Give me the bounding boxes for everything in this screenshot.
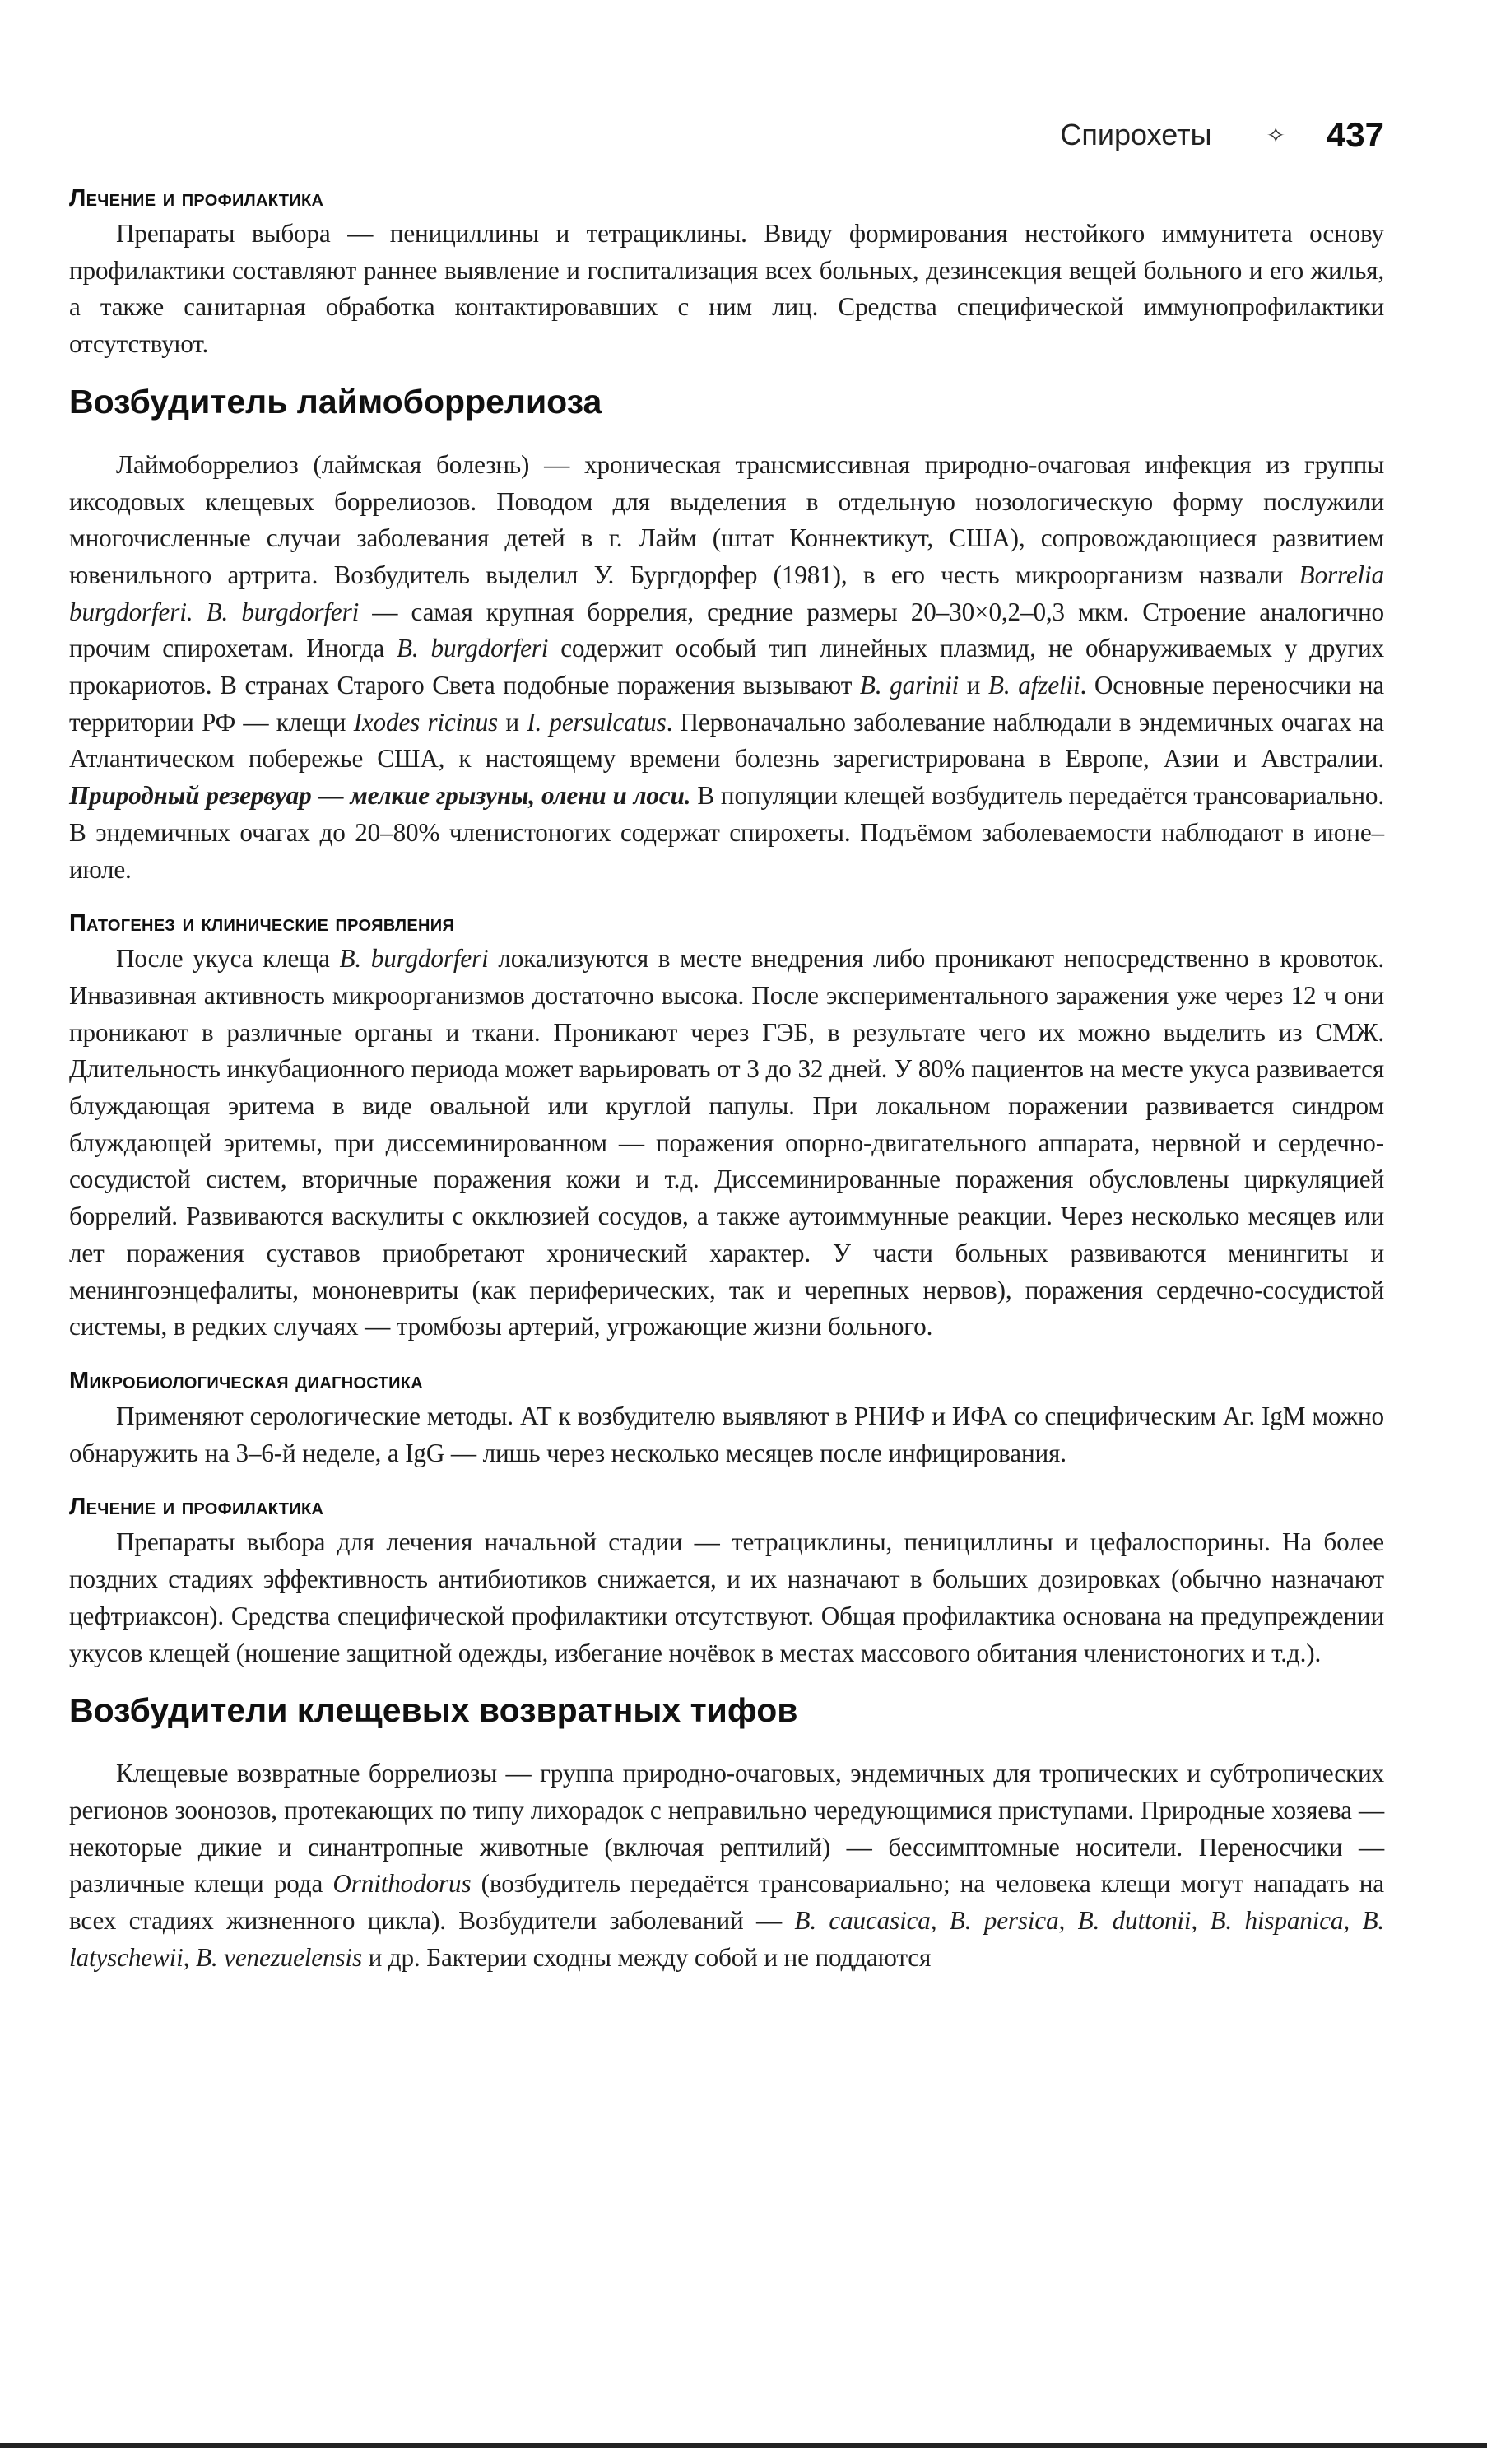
- bottom-scan-edge-divider: [0, 2443, 1487, 2448]
- paragraph-treatment-2: Препараты выбора для лечения начальной стадии — тетрациклины, пенициллины и цефалоспорины. На более поздних стадиях эффективность антибиотиков снижается, и их назначают в больших дозировках (обычно назначают цефтриаксон). Средства специфической профилактики отсутствуют. Общая профилактика основана на предупреждении укусов клещей (ношение защитной одежды, избегание ночёвок в местах массового обитания членистоногих и т.д.).: [69, 1527, 1384, 1667]
- running-header-section-title: Спирохеты: [1060, 118, 1212, 151]
- heading-pathogenesis: Патогенез и клинические проявления: [69, 910, 455, 937]
- diamond-ornament-icon: ✧: [1266, 122, 1285, 148]
- section-title-relapsing-fever: Возбудители клещевых возвратных тифов: [69, 1691, 798, 1730]
- paragraph-lyme-intro: Лаймоборрелиоз (лаймская болезнь) — хроническая трансмиссивная природно-очаговая инфекция из группы иксодовых клещевых боррелиозов. Поводом для выделения в отдельную нозологическую форму послужили многочисленные случаи заболевания детей в г. Лайм (штат Коннектикут, США), сопровождающиеся развитием ювенильного артрита. Возбудитель выделил У. Бургдорфер (1981), в его честь микроорганизм назвали Borrelia burgdorferi. B. burgdorferi — самая крупная боррелия, средние размеры 20–30×0,2–0,3 мкм. Строение аналогично прочим спирохетам. Иногда B. burgdorferi содержит особый тип линейных плазмид, не обнаруживаемых у других прокариотов. В странах Старого Света подобные поражения вызывают B. garinii и B. afzelii. Основные переносчики на территории РФ — клещи Ixodes ricinus и I. persulcatus. Первоначально заболевание наблюдали в эндемичных очагах на Атлантическом побережье США, к настоящему времени болезнь зарегистрирована в Европе, Азии и Австралии. Природный резервуар — мелкие грызуны, олени и лоси. В популяции клещей возбудитель передаётся трансовариально. В эндемичных очагах до 20–80% членистоногих содержат спирохеты. Подъёмом заболеваемости наблюдают в июне–июле.: [69, 449, 1384, 884]
- section-title-lyme: Возбудитель лаймоборрелиоза: [69, 382, 602, 421]
- page-number: 437: [1326, 115, 1384, 154]
- running-header: [1060, 112, 1384, 158]
- paragraph-diagnostics: Применяют серологические методы. АТ к возбудителю выявляют в РНИФ и ИФА со специфическим Аг. IgM можно обнаружить на 3–6-й неделе, а IgG — лишь через несколько месяцев после инфицирования.: [69, 1401, 1384, 1467]
- heading-treatment-prevention-2: Лечение и профилактика: [69, 1494, 324, 1521]
- paragraph-pathogenesis: После укуса клеща B. burgdorferi локализуются в месте внедрения либо проникают непосредственно в кровоток. Инвазивная активность микроорганизмов достаточно высока. После экспериментального заражения уже через 12 ч они проникают в различные органы и ткани. Проникают через ГЭБ, в результате чего их можно выделить из СМЖ. Длительность инкубационного периода может варьировать от 3 до 32 дней. У 80% пациентов на месте укуса развивается блуждающая эритема в виде овальной или круглой папулы. При локальном поражении развивается синдром блуждающей эритемы, при диссеминированном — поражения опорно-двигательного аппарата, нервной и сердечно-сосудистой систем, вторичные поражения кожи и т.д. Диссеминированные поражения обусловлены циркуляцией боррелий. Развиваются васкулиты с окклюзией сосудов, а также аутоиммунные реакции. Через несколько месяцев или лет поражения суставов приобретают хронический характер. У части больных развиваются менингиты и менингоэнцефалиты, мононевриты (как периферических, так и черепных нервов), поражения сердечно-сосудистой системы, в редких случаях — тромбозы артерий, угрожающие жизни больного.: [69, 944, 1384, 1341]
- page-content: [69, 183, 1384, 1976]
- heading-treatment-prevention-1: Лечение и профилактика: [69, 185, 324, 212]
- paragraph-relapsing-fever: Клещевые возвратные боррелиозы — группа природно-очаговых, эндемичных для тропических и субтропических регионов зоонозов, протекающих по типу лихорадок с неправильно чередующимися приступами. Природные хозяева — некоторые дикие и синантропные животные (включая рептилий) — бессимптомные носители. Переносчики — различные клещи рода Ornithodorus (возбудитель передаётся трансовариально; на человека клещи могут нападать на всех стадиях жизненного цикла). Возбудители заболеваний — B. caucasica, B. persica, B. duttonii, B. hispanica, B. latyschewii, B. venezuelensis и др. Бактерии сходны между собой и не поддаются: [69, 1759, 1384, 1972]
- heading-microbiological-diagnostics: Микробиологическая диагностика: [69, 1367, 423, 1394]
- paragraph-treatment-1: Препараты выбора — пенициллины и тетрациклины. Ввиду формирования нестойкого иммунитета основу профилактики составляют раннее выявление и госпитализация всех больных, дезинсекция вещей больного и его жилья, а также санитарная обработка контактировавших с ним лиц. Средства специфической иммунопрофилактики отсутствуют.: [69, 219, 1384, 359]
